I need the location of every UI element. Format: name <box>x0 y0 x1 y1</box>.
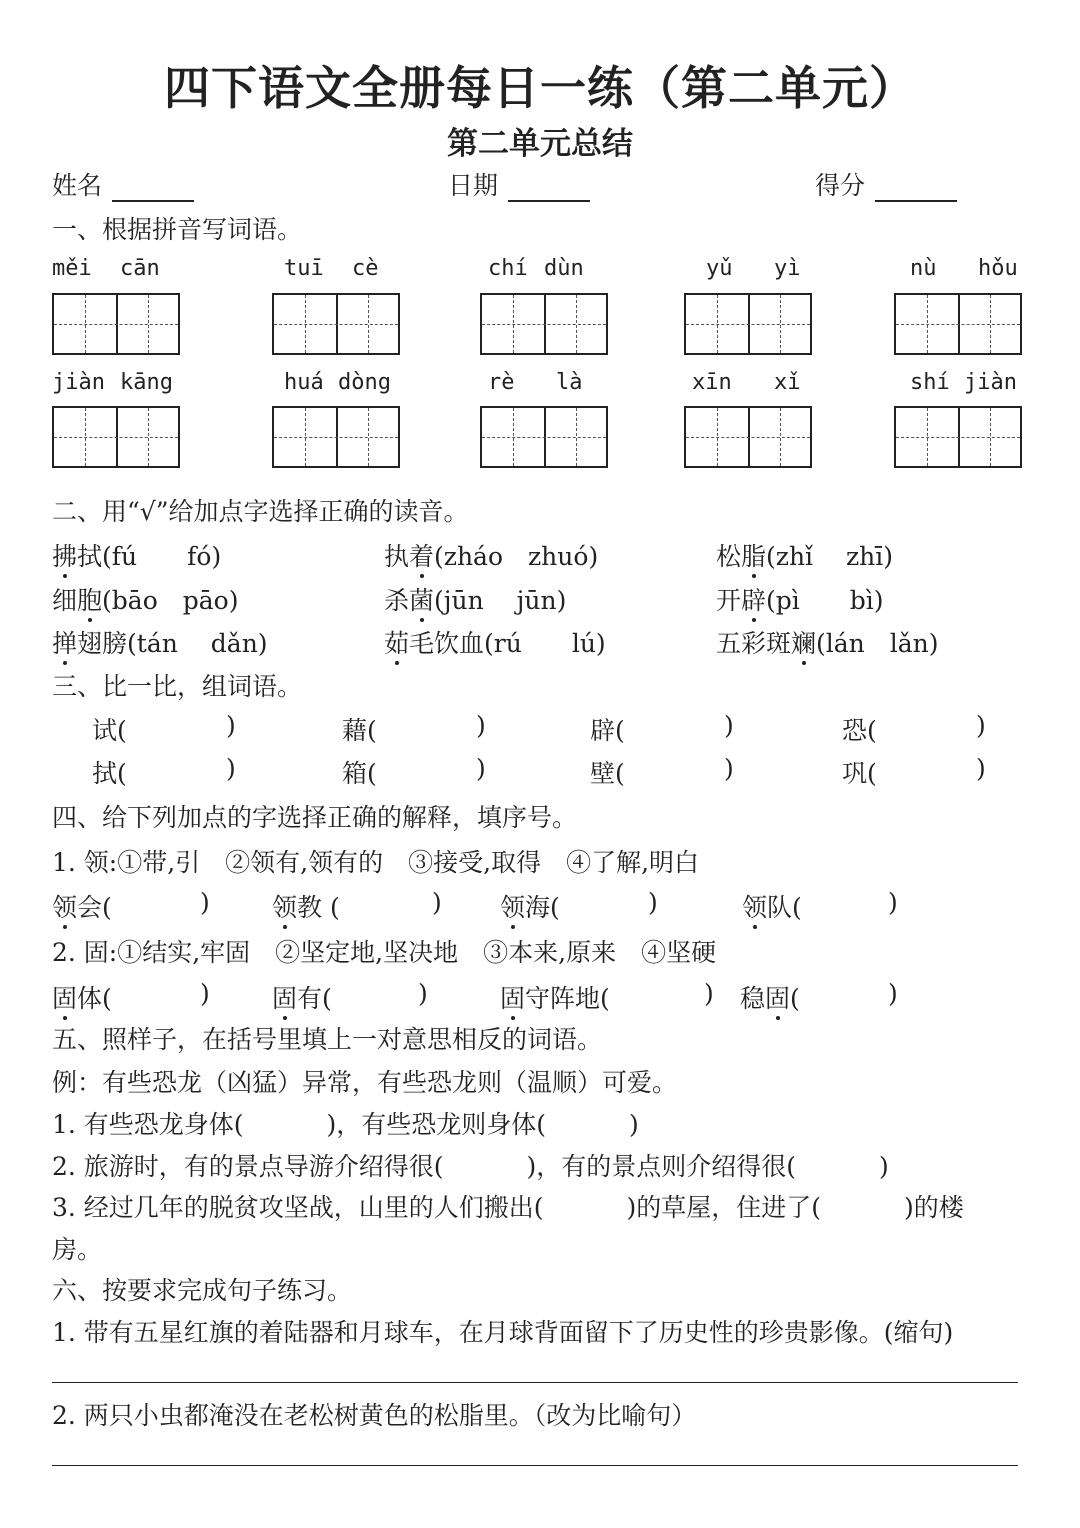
antonym-question-2[interactable]: 2. 旅游时，有的景点导游介绍得很( )，有的景点则介绍得很( ) <box>52 1152 889 1181</box>
compare-item-open: 恐( <box>842 716 877 745</box>
pinyin-1-3a: chí <box>488 256 528 281</box>
meaning-item[interactable]: 领队( <box>742 888 802 924</box>
compare-item-close: ) <box>476 754 486 783</box>
reading-item[interactable]: 掸翅膀(tán dǎn) <box>52 624 268 660</box>
compare-item-open: 壁( <box>590 759 625 788</box>
reading-item[interactable]: 茹毛饮血(rú lú) <box>384 624 606 660</box>
reading-item[interactable]: 五彩斑斓(lán lǎn) <box>716 624 939 660</box>
pinyin-2-1a: jiàn <box>52 370 105 395</box>
pinyin-2-3b: là <box>556 370 583 395</box>
tianzige-2-5[interactable] <box>894 406 1022 468</box>
tianzige-1-2[interactable] <box>272 293 400 355</box>
antonym-question-3-cont: 房。 <box>52 1235 103 1264</box>
definition-list-1: 1. 领:①带,引 ②领有,领有的 ③接受,取得 ④了解,明白 <box>52 848 700 877</box>
meaning-item[interactable]: 领海( <box>500 888 560 924</box>
compare-item-open: 试( <box>92 716 127 745</box>
meaning-close: ) <box>432 888 442 917</box>
compare-item-close: ) <box>976 711 986 740</box>
date-field[interactable] <box>448 166 590 202</box>
compare-item-close: ) <box>724 711 734 740</box>
pinyin-2-1b: kāng <box>120 370 173 395</box>
score-blank[interactable] <box>875 174 957 202</box>
meaning-item[interactable]: 领教 ( <box>272 888 340 924</box>
pinyin-2-2a: huá <box>284 370 324 395</box>
compare-item-open: 辟( <box>590 716 625 745</box>
pinyin-1-1a: měi <box>52 256 92 281</box>
tianzige-1-1[interactable] <box>52 293 180 355</box>
section-3-heading: 三、比一比，组词语。 <box>52 672 303 701</box>
definition-list-2: 2. 固:①结实,牢固 ②坚定地,坚决地 ③本来,原来 ④坚硬 <box>52 938 717 967</box>
meaning-close: ) <box>418 979 428 1008</box>
pinyin-1-2b: cè <box>352 256 379 281</box>
compare-item-close: ) <box>724 754 734 783</box>
reading-item[interactable]: 杀菌(jūn jūn) <box>384 581 566 617</box>
reading-item[interactable]: 执着(zháo zhuó) <box>384 537 598 573</box>
compare-item-close: ) <box>226 754 236 783</box>
section-4-heading: 四、给下列加点的字选择正确的解释，填序号。 <box>52 803 578 832</box>
unit-subtitle: 第二单元总结 <box>447 126 633 162</box>
score-field[interactable] <box>815 166 957 202</box>
pinyin-1-5a: nù <box>910 256 937 281</box>
tianzige-1-5[interactable] <box>894 293 1022 355</box>
meaning-close: ) <box>888 888 898 917</box>
compare-item-open: 藉( <box>342 716 377 745</box>
meaning-close: ) <box>200 888 210 917</box>
meaning-item[interactable]: 固有( <box>272 979 332 1015</box>
reading-item[interactable]: 开辟(pì bì) <box>716 581 884 617</box>
antonym-question-1[interactable]: 1. 有些恐龙身体( )，有些恐龙则身体( ) <box>52 1110 639 1139</box>
tianzige-2-1[interactable] <box>52 406 180 468</box>
compare-item-open: 拭( <box>92 759 127 788</box>
pinyin-1-1b: cān <box>120 256 160 281</box>
answer-line-1[interactable] <box>52 1382 1018 1383</box>
sentence-question-1: 1. 带有五星红旗的着陆器和月球车，在月球背面留下了历史性的珍贵影像。(缩句) <box>52 1318 954 1347</box>
pinyin-2-4a: xīn <box>692 370 732 395</box>
pinyin-1-4b: yì <box>774 256 801 281</box>
name-field[interactable] <box>52 166 194 202</box>
compare-item-open: 箱( <box>342 759 377 788</box>
reading-item[interactable]: 松脂(zhǐ zhī) <box>716 537 893 573</box>
meaning-item[interactable]: 领会( <box>52 888 112 924</box>
tianzige-2-3[interactable] <box>480 406 608 468</box>
pinyin-2-3a: rè <box>488 370 515 395</box>
pinyin-1-4a: yǔ <box>706 256 733 281</box>
meaning-close: ) <box>200 979 210 1008</box>
answer-line-2[interactable] <box>52 1465 1018 1466</box>
date-label: 日期 <box>448 171 499 200</box>
pinyin-1-2a: tuī <box>284 256 324 281</box>
meaning-item[interactable]: 稳固( <box>740 979 800 1015</box>
reading-item[interactable]: 细胞(bāo pāo) <box>52 581 238 617</box>
meaning-close: ) <box>648 888 658 917</box>
sentence-question-2: 2. 两只小虫都淹没在老松树黄色的松脂里。（改为比喻句） <box>52 1401 697 1430</box>
section-1-heading: 一、根据拼音写词语。 <box>52 215 303 244</box>
score-label: 得分 <box>815 171 866 200</box>
compare-item-close: ) <box>476 711 486 740</box>
name-label: 姓名 <box>52 171 103 200</box>
meaning-item[interactable]: 固守阵地( <box>500 979 610 1015</box>
worksheet-title: 四下语文全册每日一练（第二单元） <box>164 61 916 115</box>
pinyin-2-2b: dòng <box>338 370 391 395</box>
reading-item[interactable]: 拂拭(fú fó) <box>52 537 221 573</box>
pinyin-1-3b: dùn <box>544 256 584 281</box>
meaning-close: ) <box>888 979 898 1008</box>
meaning-item[interactable]: 固体( <box>52 979 112 1015</box>
compare-item-close: ) <box>226 711 236 740</box>
tianzige-2-2[interactable] <box>272 406 400 468</box>
tianzige-2-4[interactable] <box>684 406 812 468</box>
pinyin-2-4b: xǐ <box>774 370 801 395</box>
date-blank[interactable] <box>508 174 590 202</box>
example-sentence: 例：有些恐龙（凶猛）异常，有些恐龙则（温顺）可爱。 <box>52 1068 678 1097</box>
tianzige-1-3[interactable] <box>480 293 608 355</box>
meaning-close: ) <box>704 979 714 1008</box>
antonym-question-3[interactable]: 3. 经过几年的脱贫攻坚战，山里的人们搬出( )的草屋，住进了( )的楼 <box>52 1193 964 1222</box>
name-blank[interactable] <box>112 174 194 202</box>
compare-item-open: 巩( <box>842 759 877 788</box>
compare-item-close: ) <box>976 754 986 783</box>
tianzige-1-4[interactable] <box>684 293 812 355</box>
section-6-heading: 六、按要求完成句子练习。 <box>52 1276 353 1305</box>
section-5-heading: 五、照样子，在括号里填上一对意思相反的词语。 <box>52 1025 603 1054</box>
section-2-heading: 二、用“√”给加点字选择正确的读音。 <box>52 497 469 526</box>
pinyin-2-5b: jiàn <box>964 370 1017 395</box>
pinyin-1-5b: hǒu <box>978 256 1018 281</box>
pinyin-2-5a: shí <box>910 370 950 395</box>
